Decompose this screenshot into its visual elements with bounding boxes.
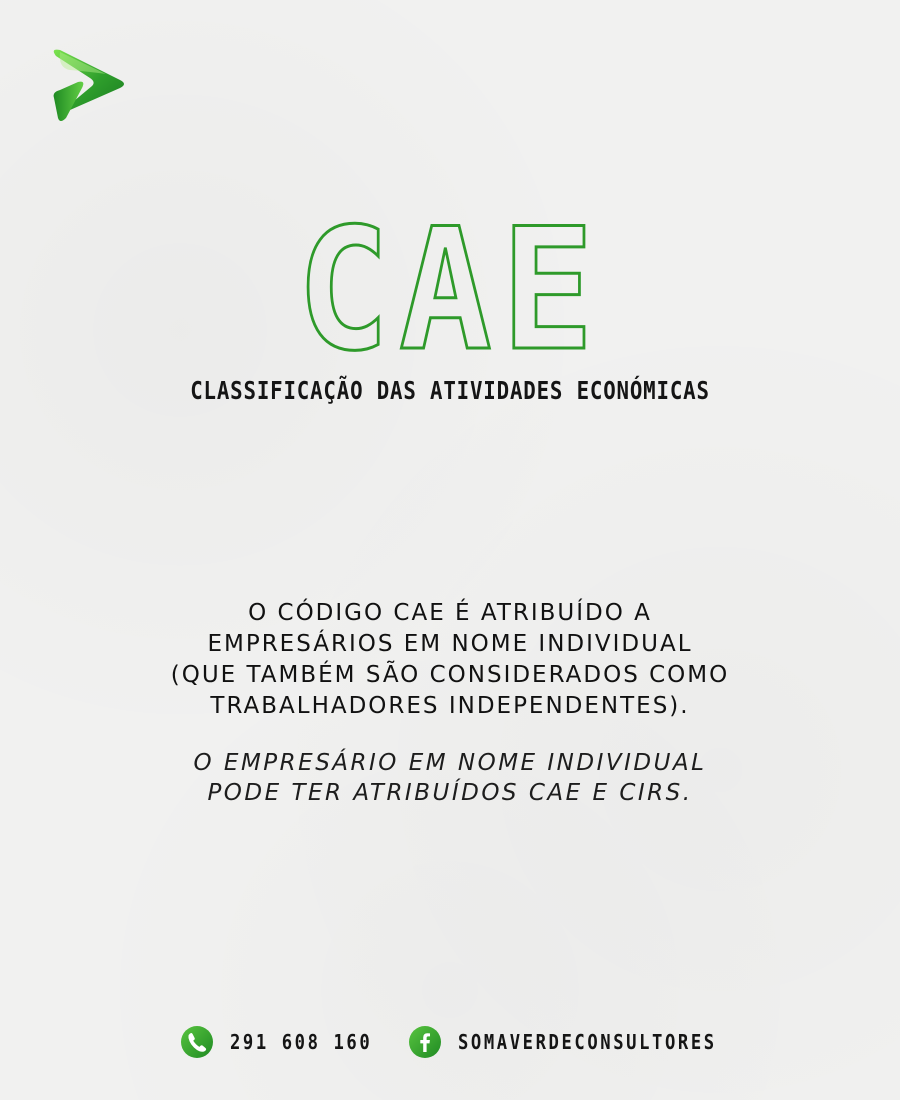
green-play-arrow-icon bbox=[48, 48, 128, 124]
phone-icon bbox=[180, 1025, 214, 1059]
subtitle: CLASSIFICAÇÃO DAS ATIVIDADES ECONÓMICAS bbox=[190, 376, 710, 405]
facebook-contact[interactable] bbox=[408, 1022, 759, 1062]
note-line: O EMPRESÁRIO EM NOME INDIVIDUAL bbox=[193, 750, 707, 776]
body-line: EMPRESÁRIOS EM NOME INDIVIDUAL bbox=[207, 631, 693, 657]
footer bbox=[0, 1022, 900, 1062]
note-line: PODE TER ATRIBUÍDOS CAE E CIRS. bbox=[207, 780, 693, 806]
body-line: O CÓDIGO CAE É ATRIBUÍDO A bbox=[248, 600, 652, 626]
facebook-handle: SOMAVERDECONSULTORES bbox=[458, 1030, 717, 1054]
body-paragraph bbox=[90, 598, 810, 722]
brand-logo-icon bbox=[48, 48, 128, 124]
body-line: TRABALHADORES INDEPENDENTES). bbox=[210, 693, 690, 719]
facebook-icon bbox=[408, 1025, 442, 1059]
hero-title-text: CAE bbox=[296, 192, 604, 360]
phone-number: 291 608 160 bbox=[230, 1030, 373, 1054]
note-paragraph bbox=[90, 748, 810, 808]
hero-title bbox=[0, 180, 900, 360]
body-line: (QUE TAMBÉM SÃO CONSIDERADOS COMO bbox=[170, 662, 730, 688]
phone-contact[interactable] bbox=[180, 1022, 395, 1062]
